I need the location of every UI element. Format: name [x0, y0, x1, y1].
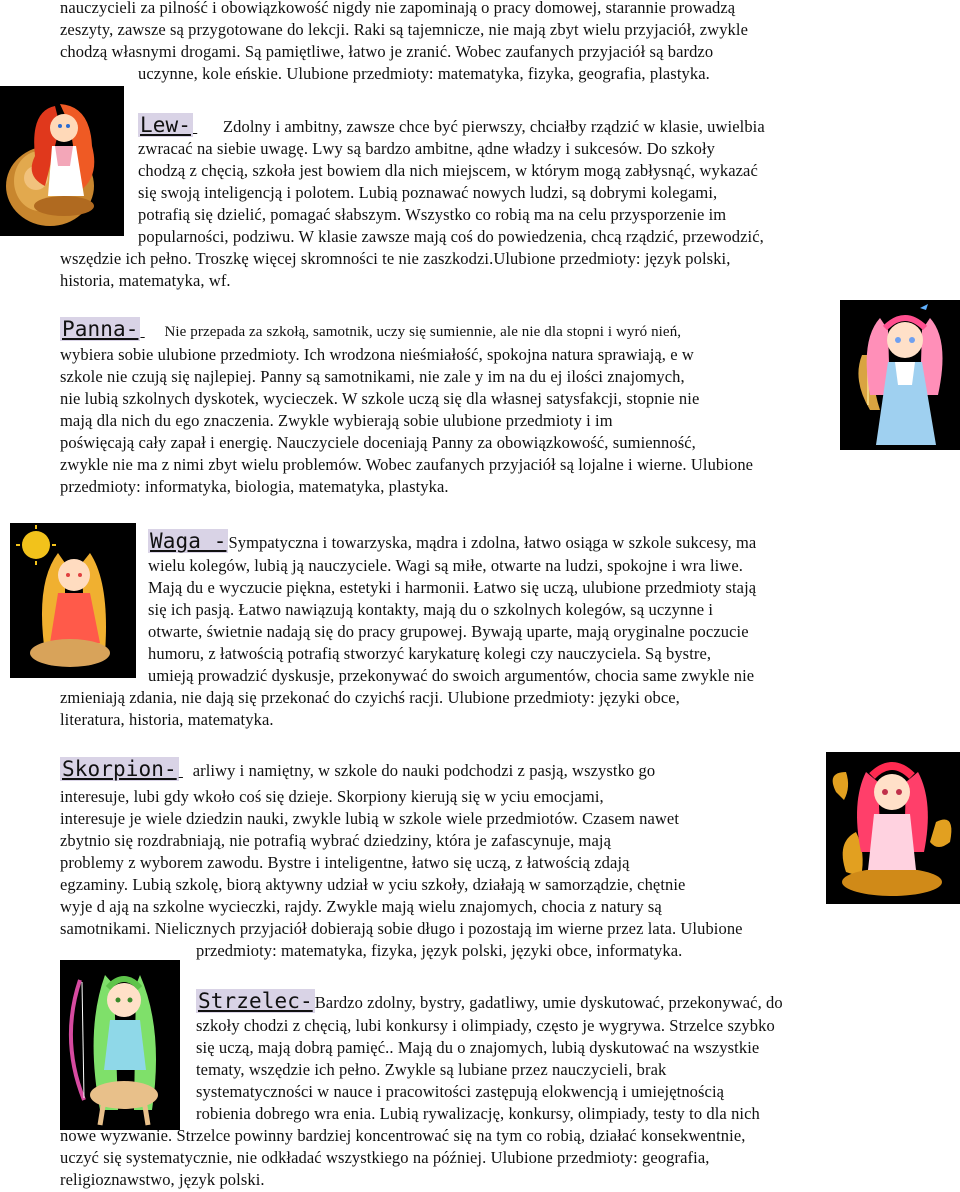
scorpio-text: wyje d ają na szkolne wycieczki, rajdy. Zwykle mają wielu znajomych, chocia z natury są — [60, 897, 662, 916]
leo-text: chodzą z chęcią, szkoła jest bowiem dla nich miejscem, w którym mogą zabłysnąć, wykazać — [138, 161, 758, 180]
virgo-text: przedmioty: informatyka, biologia, matematyka, plastyka. — [60, 477, 449, 496]
leo-heading-line — [138, 114, 765, 138]
leo-text: wszędzie ich pełno. Troszkę więcej skromności te nie zaszkodzi.Ulubione przedmioty: język polski, — [60, 249, 731, 268]
sign-title-panna: Panna- — [62, 317, 139, 341]
libra-text: humoru, z łatwością potrafią stworzyć karykaturę kolegi czy nauczyciela. Są bystre, — [148, 644, 712, 663]
sagittarius-text: tematy, wszędzie ich pełno. Zwykle są lubiane przez nauczycieli, brak — [196, 1060, 667, 1079]
scorpio-text: samotnikami. Nielicznych przyjaciół dobierają sobie długo i pozostają im wierne przez lata. Ulubione — [60, 919, 743, 938]
libra-heading-line — [148, 530, 756, 554]
sagittarius-text: religioznawstwo, język polski. — [60, 1170, 265, 1189]
sagittarius-text: systematyczności w nauce i pracowitości zastępują elokwencją i umiejętnością — [196, 1082, 725, 1101]
sagittarius-text: się uczą, mają dobrą pamięć.. Mają du o znajomych, lubią dyskutować na wszystkie — [196, 1038, 760, 1057]
intro-line: uczynne, kole eńskie. Ulubione przedmioty: matematyka, fizyka, geografia, plastyka. — [138, 64, 710, 83]
leo-text: Zdolny i ambitny, zawsze chce być pierwszy, chciałby rządzić w klasie, uwielbia — [222, 117, 765, 136]
sign-title-skorpion: Skorpion- — [62, 757, 177, 781]
sagittarius-text: nowe wyzwanie. Strzelce powinny bardziej koncentrować się na tym co robią, działać konsekwentnie, — [60, 1126, 746, 1145]
sagittarius-text: szkoły chodzi z chęcią, lubi konkursy i olimpiady, często je wygrywa. Strzelce szybko — [196, 1016, 775, 1035]
scorpio-text: interesuje, lubi gdy wkoło coś się dzieje. Skorpiony kierują się w yciu emocjami, — [60, 787, 604, 806]
scorpio-text: zbytnio się rozdrabniają, nie potrafią wybrać dziedziny, która je zafascynuje, mają — [60, 831, 612, 850]
libra-text: otwarte, świetnie nadają się do pracy grupowej. Bywają uparte, mają oryginalne poczucie — [148, 622, 749, 641]
leo-zodiac-girl-icon — [0, 86, 124, 236]
virgo-text: szkole nie czują się najlepiej. Panny są samotnikami, nie zale y im na du ej ilości znajomych, — [60, 367, 685, 386]
sign-title-waga: Waga - — [150, 529, 227, 553]
leo-text: się swoją inteligencją i polotem. Lubią poznawać nowych ludzi, są dobrymi kolegami, — [138, 183, 718, 202]
scorpio-text: interesuje je wiele dziedzin nauki, zwykle lubią w szkole wiele przedmiotów. Czasem nawet — [60, 809, 680, 828]
intro-line: zeszyty, zawsze są przygotowane do lekcji. Raki są tajemnicze, nie mają zbyt wielu przyjaciół, zwykle — [60, 20, 749, 39]
virgo-text: poświęcają cały zapał i energię. Nauczyciele doceniają Panny za obowiązkowość, sumienność, — [60, 433, 696, 452]
scorpio-text: egzaminy. Lubią szkolę, biorą aktywny udział w yciu szkoły, działają w samorządzie, chętnie — [60, 875, 686, 894]
scorpio-text: arliwy i namiętny, w szkole do nauki podchodzi z pasją, wszystko go — [192, 761, 656, 780]
sagittarius-text: robienia dobrego wra enia. Lubią rywalizację, konkursy, olimpiady, testy to dla nich — [196, 1104, 760, 1123]
libra-text: Mają du e wyczucie piękna, estetyki i harmonii. Łatwo się uczą, ulubione przedmioty stają — [148, 578, 757, 597]
virgo-text: nie lubią szkolnych dyskotek, wycieczek. W szkole uczą się dla własnej satysfakcji, stopnie nie — [60, 389, 700, 408]
leo-text: zwracać na siebie uwagę. Lwy są bardzo ambitne, ądne władzy i sukcesów. Do szkoły — [138, 139, 715, 158]
scorpio-text: problemy z wyborem zawodu. Bystre i inteligentne, łatwo się uczą, z łatwością zdają — [60, 853, 630, 872]
sagittarius-heading-line — [196, 990, 783, 1014]
virgo-zodiac-girl-icon — [840, 300, 960, 450]
libra-text: literatura, historia, matematyka. — [60, 710, 274, 729]
scorpio-text: przedmioty: matematyka, fizyka, język polski, języki obce, informatyka. — [196, 941, 683, 960]
libra-text: zmieniają zdania, nie dają się przekonać do czyichś racji. Ulubione przedmioty: języki obce, — [60, 688, 680, 707]
intro-line: nauczycieli za pilność i obowiązkowość nigdy nie zapominają o pracy domowej, starannie prowadzą — [60, 0, 736, 17]
sagittarius-text: uczyć się systematycznie, nie odkładać wszystkiego na później. Ulubione przedmioty: geografia, — [60, 1148, 710, 1167]
libra-zodiac-girl-icon — [10, 523, 136, 678]
libra-text: się ich pasją. Łatwo nawiązują kontakty, mają du o szkolnych kolegów, są uczynne i — [148, 600, 714, 619]
virgo-text: Nie przepada za szkołą, samotnik, uczy się sumiennie, ale nie dla stopni i wyró nień, — [164, 324, 682, 340]
virgo-text: zwykle nie ma z nimi zbyt wielu problemów. Wobec zaufanych przyjaciół są lojalne i wierne. Ulubione — [60, 455, 754, 474]
sign-title-lew: Lew- — [140, 113, 191, 137]
intro-line: chodzą własnymi drogami. Są pamiętliwe, łatwo je zranić. Wobec zaufanych przyjaciół są bardzo — [60, 42, 714, 61]
scorpio-heading-line — [60, 758, 655, 782]
leo-text: historia, matematyka, wf. — [60, 271, 231, 290]
virgo-text: wybiera sobie ulubione przedmioty. Ich wrodzona nieśmiałość, spokojna natura sprawiają, e w — [60, 345, 694, 364]
virgo-text: mają dla nich du ego znaczenia. Zwykle wybierają sobie ulubione przedmioty i im — [60, 411, 613, 430]
scorpio-zodiac-girl-icon — [826, 752, 960, 904]
libra-text: wielu kolegów, lubią ją nauczyciele. Wagi są miłe, otwarte na ludzi, spokojne i wra liwe. — [148, 556, 743, 575]
libra-text: Sympatyczna i towarzyska, mądra i zdolna, łatwo osiąga w szkole sukcesy, ma — [228, 533, 757, 552]
virgo-heading-line — [60, 318, 681, 343]
leo-text: potrafią się dzielić, pomagać słabszym. Wszystko co robią ma na celu przysporzenie im — [138, 205, 727, 224]
libra-text: umieją prowadzić dyskusje, przekonywać do swoich argumentów, chocia same zwykle nie — [148, 666, 755, 685]
leo-text: popularności, podziwu. W klasie zawsze mają coś do powiedzenia, chcą rządzić, przewodzić, — [138, 227, 764, 246]
sagittarius-zodiac-girl-icon — [60, 960, 180, 1130]
sign-title-strzelec: Strzelec- — [198, 989, 313, 1013]
sagittarius-text: Bardzo zdolny, bystry, gadatliwy, umie dyskutować, przekonywać, do — [314, 993, 783, 1012]
